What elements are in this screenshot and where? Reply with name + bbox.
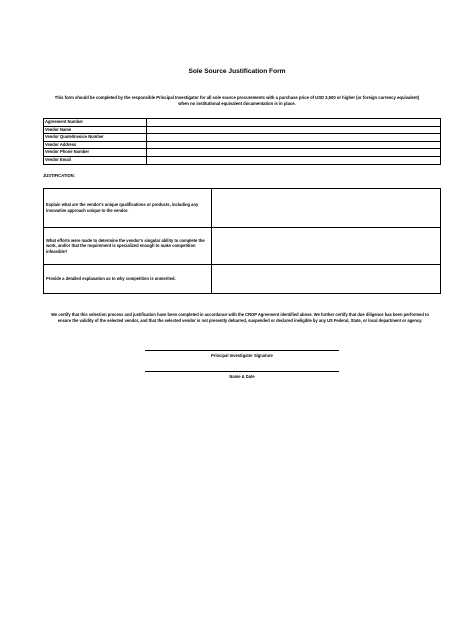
agreement-number-field[interactable]: [147, 119, 441, 127]
answer-efforts[interactable]: [212, 228, 441, 265]
table-row: [44, 141, 441, 149]
table-row: [44, 119, 441, 127]
field-label-vendor-phone: Vendor Phone Number: [44, 149, 147, 157]
question-efforts: What efforts were made to determine the vendor's singular ability to complete the work, and/or that the requirement is specialized enough to make competition infeasible?: [44, 228, 212, 265]
table-row: [44, 265, 441, 294]
table-row: [44, 156, 441, 164]
certification-text: We certify that this selection process and justification have been completed in accordance with the CROP Agreement identified above. We further certify that due diligence has been performed to ensure the validity of the selected vendor, and that the selected vendor is not presently debarred, suspended or declared ineligible by any US Federal, State, or local department or agency.: [51, 312, 429, 323]
answer-unique-qualifications[interactable]: [212, 189, 441, 228]
question-unique-qualifications: Explain what are the vendor's unique qualifications or products, including any innovative approach unique to the vendor.: [44, 189, 212, 228]
vendor-address-field[interactable]: [147, 141, 441, 149]
field-label-vendor-name: Vendor Name: [44, 126, 147, 134]
vendor-name-field[interactable]: [147, 126, 441, 134]
justification-heading: JUSTIFICATION:: [43, 173, 75, 178]
field-label-vendor-quote: Vendor Quote/Invoice Number: [44, 134, 147, 142]
table-row: [44, 149, 441, 157]
table-row: [44, 134, 441, 142]
intro-text: This form should be completed by the responsible Principal Investigator for all sole source procurements with a purchase price of USD 3,500 or higher (or foreign currency equivalent) when no institutional equivalent documentation is in place.: [54, 95, 420, 106]
pi-signature-line[interactable]: [145, 350, 339, 351]
vendor-email-field[interactable]: [147, 156, 441, 164]
table-row: [44, 228, 441, 265]
answer-competition[interactable]: [212, 265, 441, 294]
name-date-line[interactable]: [145, 371, 339, 372]
justification-table: [43, 188, 441, 294]
vendor-phone-field[interactable]: [147, 149, 441, 157]
name-date-label: Name & Date: [229, 374, 255, 379]
field-label-agreement-number: Agreement Number: [44, 119, 147, 127]
field-label-vendor-email: Vendor Email: [44, 156, 147, 164]
pi-signature-label: Principal Investigator Signature: [211, 353, 273, 358]
page-title: Sole Source Justification Form: [188, 68, 286, 75]
table-row: [44, 126, 441, 134]
vendor-quote-field[interactable]: [147, 134, 441, 142]
vendor-info-table: [43, 118, 441, 165]
table-row: [44, 189, 441, 228]
field-label-vendor-address: Vendor Address: [44, 141, 147, 149]
question-competition: Provide a detailed explanation as to why competition is unmerited.: [44, 265, 212, 294]
